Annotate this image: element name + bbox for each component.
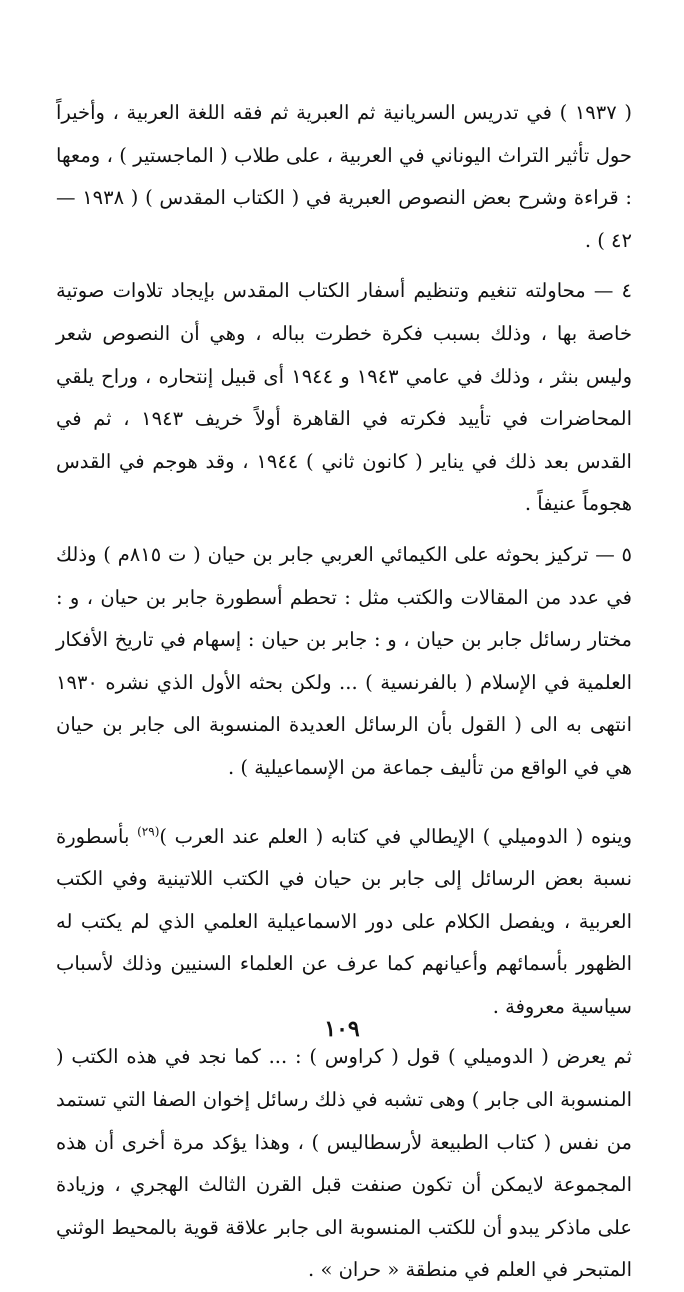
page-number: ١٠٩ <box>324 1016 360 1042</box>
paragraph-item-5: ٥ — تركيز بحوثه على الكيمائي العربي جابر بن حيان ( ت ٨١٥م ) وذلك في عدد من المقالات والكتب مثل : تحطم أسطورة جابر بن حيان ، و : مختار رسائل جابر بن حيان ، و : جابر بن حيان : إسهام في تاريخ الأفكار العلمية في الإسلام ( بالفرنسية ) ... ولكن بحثه الأول الذي نشره ١٩٣٠ انتهى به الى ( القول بأن الرسائل العديدة المنسوبة الى جابر بن حيان هي في الواقع من تأليف جماعة من الإسماعيلية ) . <box>56 542 633 779</box>
paragraph-kraus-quote: ثم يعرض ( الدوميلي ) قول ( كراوس ) : ... كما نجد في هذه الكتب ( المنسوبة الى جابر ) وهى تشبه في ذلك رسائل إخوان الصفا التي تستمد من نفس ( كتاب الطبيعة لأرسطاليس ) ، وهذا يؤكد مرة أخرى أن هذه المجموعة لايمكن أن تكون صنفت قبل القرن الثالث الهجري ، وزيادة على ماذكر يبدو أن للكتب المنسوبة الى جابر علاقة قوية بالمحيط الوثني المتبحر في العلم في منطقة « حران » . <box>56 1045 632 1282</box>
page-body <box>56 92 632 1292</box>
paragraph-domieli-rest: بأسطورة نسبة بعض الرسائل إلى جابر بن حيان في الكتب اللاتينية وفي الكتب العربية ، ويفصل الكلام على دور الاسماعيلية العلمي الذي لم يكتب له الظهور بأسمائهم وأعيانهم كما عرف عن العلماء السنيين وذلك لأسباب سياسية معروفة . <box>56 824 632 1018</box>
paragraph-domieli-start: وينوه ( الدوميلي ) الإيطالي في كتابه ( العلم عند العرب ) <box>159 824 633 848</box>
paragraph-continuation: ( ١٩٣٧ ) في تدريس السريانية ثم العبرية ثم فقه اللغة العربية ، وأخيراً حول تأثير التراث اليوناني في العربية ، على طلاب ( الماجستير ) ، ومعها : قراءة وشرح بعض النصوص العبرية في ( الكتاب المقدس ) ( ١٩٣٨ — ٤٢ ) . <box>56 101 632 252</box>
footnote-reference: (٢٩) <box>137 824 160 838</box>
paragraph-domieli <box>56 816 632 1029</box>
paragraph-item-4: ٤ — محاولته تنغيم وتنظيم أسفار الكتاب المقدس بإيجاد تلاوات صوتية خاصة بها ، وذلك بسبب فكرة خطرت بباله ، وهي أن النصوص شعر وليس بنثر ، وذلك في عامي ١٩٤٣ و ١٩٤٤ أى قبيل إنتحاره ، وراح يلقي المحاضرات في تأييد فكرته في القاهرة أولاً خريف ١٩٤٣ ، ثم في القدس بعد ذلك في يناير ( كانون ثاني ) ١٩٤٤ ، وقد هوجم في القدس هجوماً عنيفاً . <box>56 279 632 516</box>
